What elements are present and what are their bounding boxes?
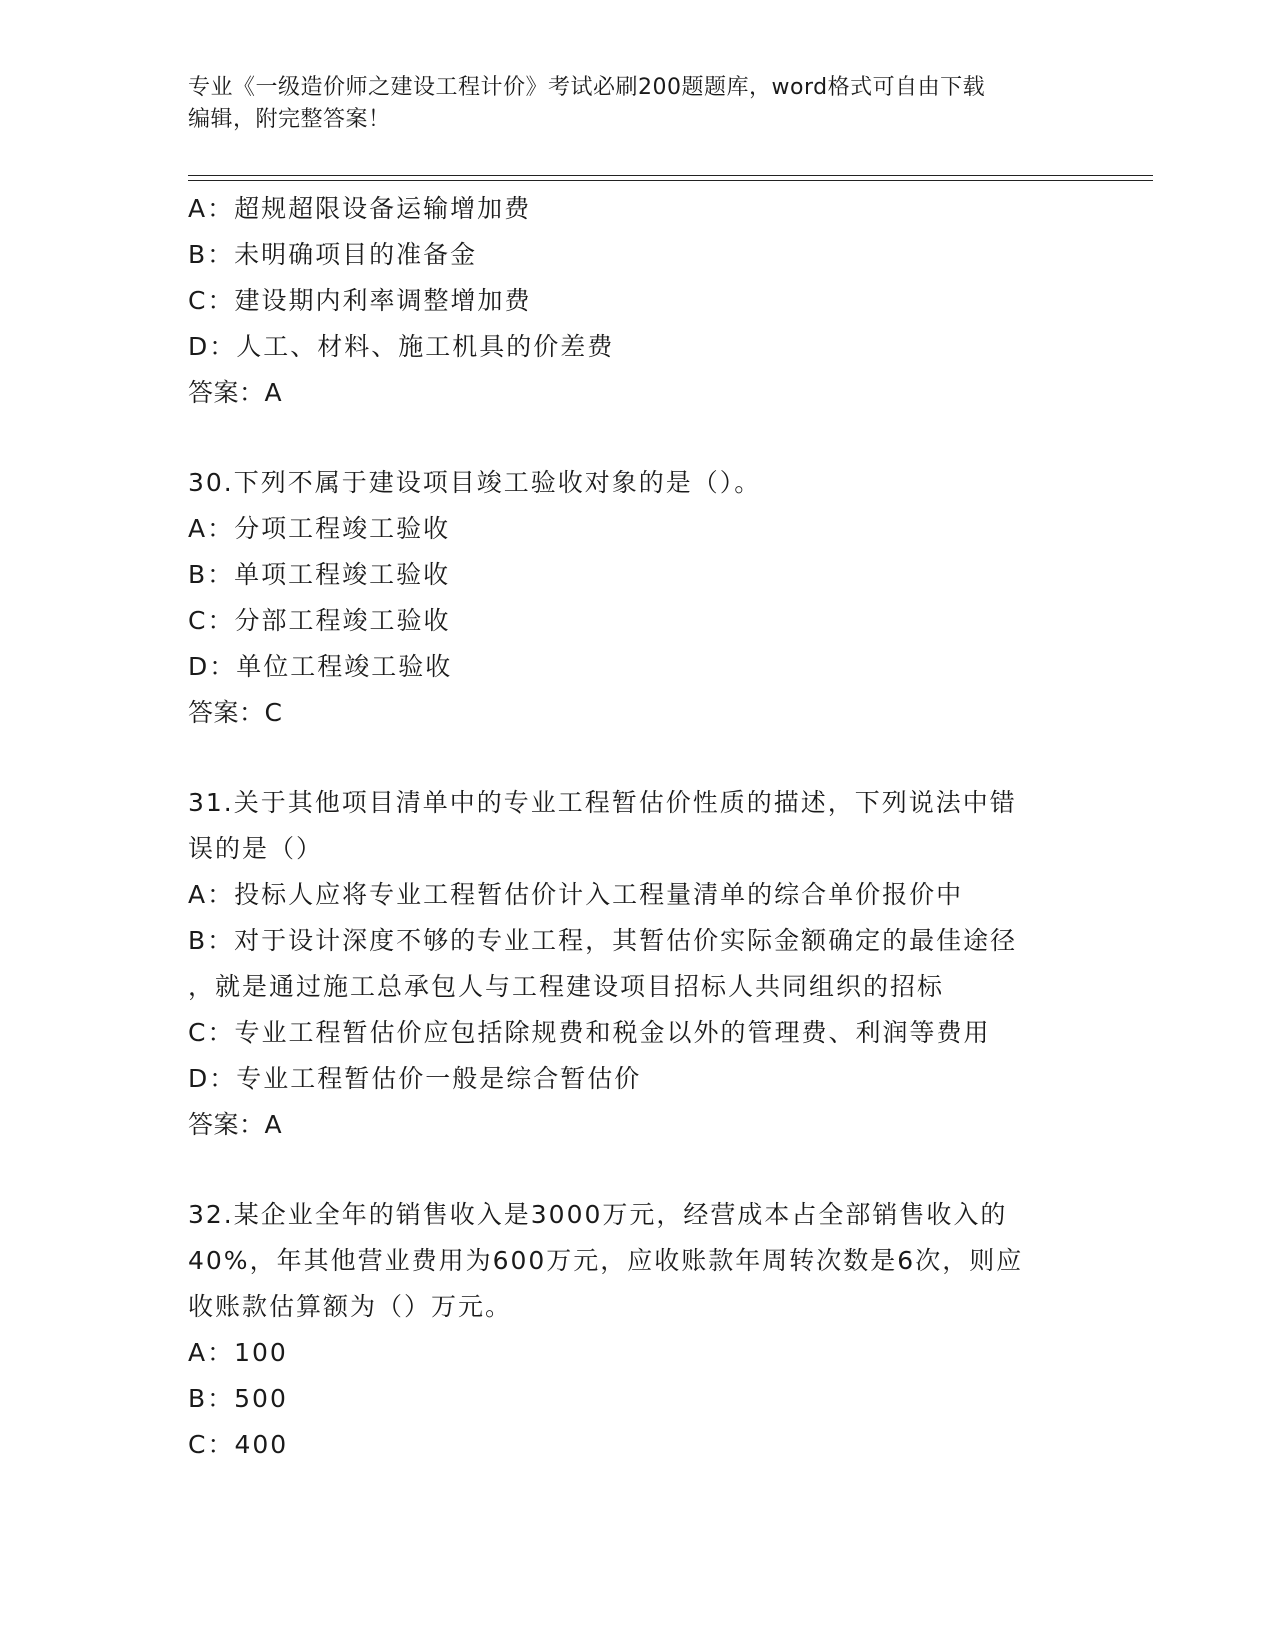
- header-line-1: 专业《一级造价师之建设工程计价》考试必刷200题题库，word格式可自由下载: [188, 75, 986, 100]
- question-31: [188, 780, 1088, 1148]
- option-c: C：建设期内利率调整增加费: [188, 286, 532, 315]
- option-d: D：单位工程竣工验收: [188, 652, 453, 681]
- spacer: [188, 1148, 1088, 1192]
- option-a: A：投标人应将专业工程暂估价计入工程量清单的综合单价报价中: [188, 880, 964, 909]
- option-c: C：专业工程暂估价应包括除规费和税金以外的管理费、利润等费用: [188, 1018, 991, 1047]
- option-d: D：专业工程暂估价一般是综合暂估价: [188, 1064, 642, 1093]
- option-d: D：人工、材料、施工机具的价差费: [188, 332, 615, 361]
- option-a: A：分项工程竣工验收: [188, 514, 451, 543]
- spacer: [188, 416, 1088, 460]
- option-a: A：100: [188, 1338, 288, 1367]
- question-list: [188, 186, 1088, 1468]
- option-b: B：单项工程竣工验收: [188, 560, 451, 589]
- option-c: C：400: [188, 1430, 289, 1459]
- document-header: [188, 72, 1068, 136]
- answer-line: 答案：C: [188, 698, 283, 727]
- question-text-line-2: 40%，年其他营业费用为600万元，应收账款年周转次数是6次，则应: [188, 1246, 1024, 1275]
- option-b: B：500: [188, 1384, 288, 1413]
- option-c: C：分部工程竣工验收: [188, 606, 451, 635]
- spacer: [188, 736, 1088, 780]
- question-text-line-1: 31.关于其他项目清单中的专业工程暂估价性质的描述，下列说法中错: [188, 788, 1017, 817]
- option-a: A：超规超限设备运输增加费: [188, 194, 532, 223]
- answer-line: 答案：A: [188, 1110, 283, 1139]
- question-30: [188, 460, 1088, 736]
- question-text-line-1: 32.某企业全年的销售收入是3000万元，经营成本占全部销售收入的: [188, 1200, 1008, 1229]
- option-b-line-2: ，就是通过施工总承包人与工程建设项目招标人共同组织的招标: [188, 972, 945, 1001]
- question-text-line-2: 误的是（）: [188, 834, 324, 863]
- question-29: [188, 186, 1088, 416]
- option-b: B：未明确项目的准备金: [188, 240, 478, 269]
- question-text: 30.下列不属于建设项目竣工验收对象的是（）。: [188, 468, 762, 497]
- question-text-line-3: 收账款估算额为（）万元。: [188, 1292, 513, 1321]
- header-divider-top: [188, 175, 1153, 176]
- question-32: [188, 1192, 1088, 1468]
- answer-line: 答案：A: [188, 378, 283, 407]
- option-b-line-1: B：对于设计深度不够的专业工程，其暂估价实际金额确定的最佳途径: [188, 926, 1018, 955]
- header-divider-bottom: [188, 180, 1153, 181]
- header-line-2: 编辑，附完整答案！: [188, 107, 391, 132]
